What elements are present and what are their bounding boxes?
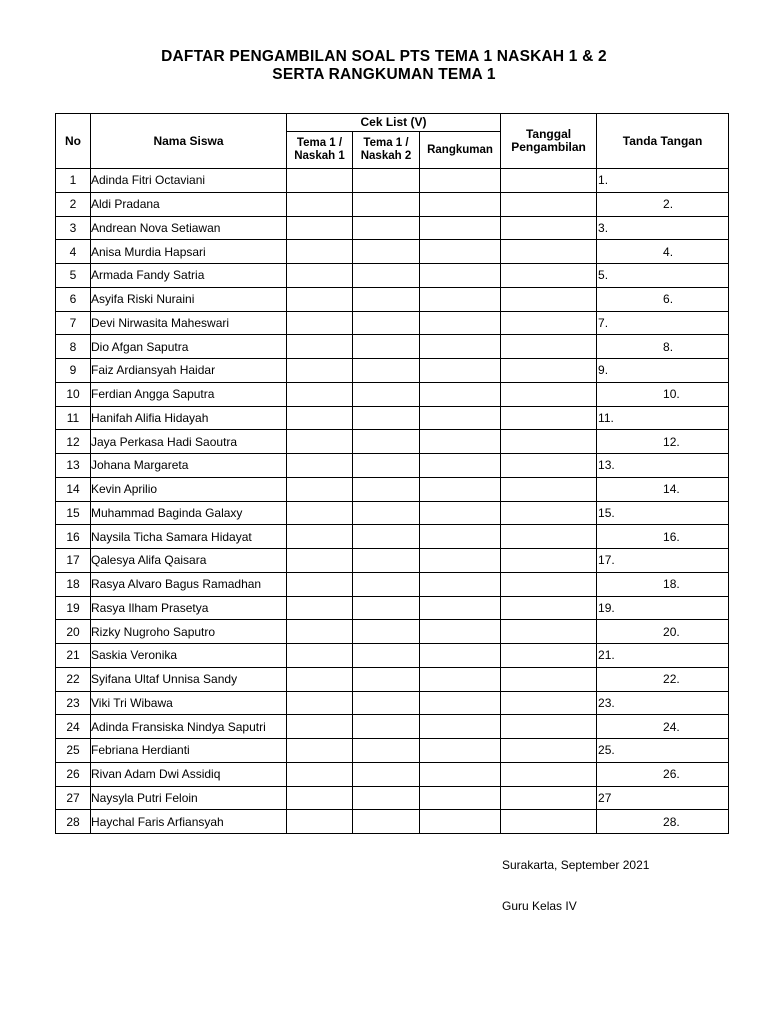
signature-number: 16. — [663, 529, 680, 544]
student-name: Adinda Fitri Octaviani — [91, 169, 287, 193]
student-name: Devi Nirwasita Maheswari — [91, 311, 287, 335]
check-tema1-naskah1-cell[interactable] — [287, 525, 353, 549]
check-tema1-naskah2-cell[interactable] — [353, 430, 420, 454]
check-tema1-naskah2-cell[interactable] — [353, 786, 420, 810]
check-tema1-naskah1-cell[interactable] — [287, 572, 353, 596]
student-name: Rivan Adam Dwi Assidiq — [91, 762, 287, 786]
signature-number: 22. — [663, 672, 680, 687]
check-tema1-naskah2-cell[interactable] — [353, 216, 420, 240]
check-tema1-naskah1-cell[interactable] — [287, 264, 353, 288]
column-header-name: Nama Siswa — [91, 114, 287, 169]
check-tema1-naskah2-cell[interactable] — [353, 667, 420, 691]
signature-number: 10. — [663, 387, 680, 402]
row-number: 19 — [56, 596, 91, 620]
student-name: Rasya Alvaro Bagus Ramadhan — [91, 572, 287, 596]
date-cell[interactable] — [501, 406, 597, 430]
check-tema1-naskah1-cell[interactable] — [287, 501, 353, 525]
table-row — [56, 311, 729, 335]
check-tema1-naskah1-cell[interactable] — [287, 667, 353, 691]
table-row — [56, 382, 729, 406]
column-header-tema1-naskah1: Tema 1 / Naskah 1 — [287, 132, 353, 169]
signature-cell[interactable] — [597, 739, 729, 763]
check-tema1-naskah2-cell[interactable] — [353, 691, 420, 715]
student-name: Qalesya Alifa Qaisara — [91, 549, 287, 573]
date-cell[interactable] — [501, 430, 597, 454]
check-rangkuman-cell[interactable] — [420, 572, 501, 596]
signature-cell[interactable] — [597, 596, 729, 620]
check-tema1-naskah1-cell[interactable] — [287, 596, 353, 620]
table-row — [56, 739, 729, 763]
table-row — [56, 335, 729, 359]
signature-number: 17. — [598, 553, 615, 568]
student-name: Naysila Ticha Samara Hidayat — [91, 525, 287, 549]
row-number: 3 — [56, 216, 91, 240]
date-cell[interactable] — [501, 477, 597, 501]
row-number: 11 — [56, 406, 91, 430]
check-rangkuman-cell[interactable] — [420, 762, 501, 786]
signature-number: 14. — [663, 482, 680, 497]
page-subtitle: SERTA RANGKUMAN TEMA 1 — [272, 66, 496, 83]
table-row — [56, 810, 729, 834]
signature-cell[interactable] — [597, 501, 729, 525]
student-name: Febriana Herdianti — [91, 739, 287, 763]
check-rangkuman-cell[interactable] — [420, 810, 501, 834]
check-tema1-naskah1-cell[interactable] — [287, 810, 353, 834]
signature-number: 27 — [598, 790, 612, 805]
student-name: Haychal Faris Arfiansyah — [91, 810, 287, 834]
check-rangkuman-cell[interactable] — [420, 240, 501, 264]
date-cell[interactable] — [501, 359, 597, 383]
check-tema1-naskah2-cell[interactable] — [353, 644, 420, 668]
check-tema1-naskah1-cell[interactable] — [287, 406, 353, 430]
date-cell[interactable] — [501, 620, 597, 644]
student-name: Asyifa Riski Nuraini — [91, 287, 287, 311]
student-name: Kevin Aprilio — [91, 477, 287, 501]
signature-cell[interactable] — [597, 311, 729, 335]
check-tema1-naskah2-cell[interactable] — [353, 572, 420, 596]
check-tema1-naskah2-cell[interactable] — [353, 406, 420, 430]
signature-cell[interactable] — [597, 359, 729, 383]
check-rangkuman-cell[interactable] — [420, 382, 501, 406]
signature-cell[interactable] — [597, 477, 729, 501]
check-tema1-naskah1-cell[interactable] — [287, 430, 353, 454]
signature-number: 15. — [598, 505, 615, 520]
check-tema1-naskah2-cell[interactable] — [353, 454, 420, 478]
check-tema1-naskah1-cell[interactable] — [287, 477, 353, 501]
signature-number: 19. — [598, 600, 615, 615]
check-tema1-naskah1-cell[interactable] — [287, 715, 353, 739]
check-tema1-naskah2-cell[interactable] — [353, 525, 420, 549]
date-cell[interactable] — [501, 335, 597, 359]
check-rangkuman-cell[interactable] — [420, 430, 501, 454]
check-rangkuman-cell[interactable] — [420, 644, 501, 668]
check-tema1-naskah2-cell[interactable] — [353, 192, 420, 216]
check-rangkuman-cell[interactable] — [420, 477, 501, 501]
check-rangkuman-cell[interactable] — [420, 667, 501, 691]
date-cell[interactable] — [501, 549, 597, 573]
signature-number: 9. — [598, 363, 609, 378]
table-row — [56, 359, 729, 383]
check-rangkuman-cell[interactable] — [420, 287, 501, 311]
check-tema1-naskah2-cell[interactable] — [353, 715, 420, 739]
student-name: Dio Afgan Saputra — [91, 335, 287, 359]
signature-cell[interactable] — [597, 192, 729, 216]
check-tema1-naskah1-cell[interactable] — [287, 644, 353, 668]
check-tema1-naskah2-cell[interactable] — [353, 549, 420, 573]
row-number: 18 — [56, 572, 91, 596]
student-name: Viki Tri Wibawa — [91, 691, 287, 715]
table-row — [56, 620, 729, 644]
check-tema1-naskah1-cell[interactable] — [287, 359, 353, 383]
table-row — [56, 430, 729, 454]
check-tema1-naskah2-cell[interactable] — [353, 501, 420, 525]
check-tema1-naskah2-cell[interactable] — [353, 240, 420, 264]
signature-cell[interactable] — [597, 454, 729, 478]
row-number: 26 — [56, 762, 91, 786]
row-number: 8 — [56, 335, 91, 359]
page-title: DAFTAR PENGAMBILAN SOAL PTS TEMA 1 NASKAH 1 & 2 — [161, 48, 607, 65]
date-cell[interactable] — [501, 240, 597, 264]
row-number: 4 — [56, 240, 91, 264]
table-row — [56, 216, 729, 240]
signature-number: 5. — [598, 268, 609, 283]
student-name: Anisa Murdia Hapsari — [91, 240, 287, 264]
signature-cell[interactable] — [597, 786, 729, 810]
row-number: 22 — [56, 667, 91, 691]
student-name: Rasya Ilham Prasetya — [91, 596, 287, 620]
student-name: Jaya Perkasa Hadi Saoutra — [91, 430, 287, 454]
student-name: Syifana Ultaf Unnisa Sandy — [91, 667, 287, 691]
table-row — [56, 596, 729, 620]
row-number: 1 — [56, 169, 91, 193]
signature-cell[interactable] — [597, 335, 729, 359]
signature-cell[interactable] — [597, 287, 729, 311]
check-tema1-naskah1-cell[interactable] — [287, 786, 353, 810]
row-number: 17 — [56, 549, 91, 573]
row-number: 16 — [56, 525, 91, 549]
row-number: 2 — [56, 192, 91, 216]
date-cell[interactable] — [501, 644, 597, 668]
signature-cell[interactable] — [597, 264, 729, 288]
table-row — [56, 786, 729, 810]
place-date: Surakarta, September 2021 — [502, 858, 650, 872]
signature-number: 12. — [663, 434, 680, 449]
table-row — [56, 287, 729, 311]
check-tema1-naskah1-cell[interactable] — [287, 454, 353, 478]
column-header-tema1-naskah2: Tema 1 / Naskah 2 — [353, 132, 420, 169]
check-tema1-naskah1-cell[interactable] — [287, 240, 353, 264]
row-number: 15 — [56, 501, 91, 525]
signature-number: 7. — [598, 315, 609, 330]
date-cell[interactable] — [501, 572, 597, 596]
table-row — [56, 264, 729, 288]
signature-cell[interactable] — [597, 572, 729, 596]
check-tema1-naskah2-cell[interactable] — [353, 810, 420, 834]
check-rangkuman-cell[interactable] — [420, 406, 501, 430]
date-cell[interactable] — [501, 691, 597, 715]
table-row — [56, 406, 729, 430]
column-header-checklist: Cek List (V) — [287, 114, 501, 132]
check-rangkuman-cell[interactable] — [420, 596, 501, 620]
student-name: Faiz Ardiansyah Haidar — [91, 359, 287, 383]
column-header-rangkuman: Rangkuman — [420, 132, 501, 169]
check-tema1-naskah1-cell[interactable] — [287, 739, 353, 763]
row-number: 14 — [56, 477, 91, 501]
date-cell[interactable] — [501, 454, 597, 478]
check-tema1-naskah1-cell[interactable] — [287, 549, 353, 573]
check-tema1-naskah1-cell[interactable] — [287, 382, 353, 406]
check-tema1-naskah1-cell[interactable] — [287, 335, 353, 359]
signature-cell[interactable] — [597, 715, 729, 739]
signature-number: 18. — [663, 577, 680, 592]
signature-number: 3. — [598, 220, 609, 235]
date-cell[interactable] — [501, 739, 597, 763]
student-name: Armada Fandy Satria — [91, 264, 287, 288]
date-cell[interactable] — [501, 786, 597, 810]
check-tema1-naskah2-cell[interactable] — [353, 169, 420, 193]
date-cell[interactable] — [501, 287, 597, 311]
student-name: Ferdian Angga Saputra — [91, 382, 287, 406]
student-name: Rizky Nugroho Saputro — [91, 620, 287, 644]
student-name: Aldi Pradana — [91, 192, 287, 216]
row-number: 28 — [56, 810, 91, 834]
check-tema1-naskah2-cell[interactable] — [353, 264, 420, 288]
signature-cell[interactable] — [597, 762, 729, 786]
column-header-signature: Tanda Tangan — [597, 114, 729, 169]
row-number: 12 — [56, 430, 91, 454]
column-header-no: No — [56, 114, 91, 169]
check-rangkuman-cell[interactable] — [420, 169, 501, 193]
check-rangkuman-cell[interactable] — [420, 216, 501, 240]
table-row — [56, 454, 729, 478]
signature-number: 26. — [663, 767, 680, 782]
signature-cell[interactable] — [597, 644, 729, 668]
row-number: 7 — [56, 311, 91, 335]
row-number: 27 — [56, 786, 91, 810]
student-name: Naysyla Putri Feloin — [91, 786, 287, 810]
table-row — [56, 192, 729, 216]
signature-number: 11. — [598, 410, 614, 425]
date-cell[interactable] — [501, 311, 597, 335]
check-rangkuman-cell[interactable] — [420, 739, 501, 763]
table-row — [56, 549, 729, 573]
signature-number: 8. — [663, 339, 674, 354]
check-rangkuman-cell[interactable] — [420, 264, 501, 288]
table-row — [56, 240, 729, 264]
check-tema1-naskah2-cell[interactable] — [353, 762, 420, 786]
row-number: 25 — [56, 739, 91, 763]
check-tema1-naskah2-cell[interactable] — [353, 739, 420, 763]
signature-number: 25. — [598, 743, 615, 758]
date-cell[interactable] — [501, 715, 597, 739]
date-cell[interactable] — [501, 762, 597, 786]
check-rangkuman-cell[interactable] — [420, 549, 501, 573]
date-cell[interactable] — [501, 501, 597, 525]
check-tema1-naskah1-cell[interactable] — [287, 311, 353, 335]
signature-number: 1. — [598, 173, 609, 188]
row-number: 13 — [56, 454, 91, 478]
check-rangkuman-cell[interactable] — [420, 691, 501, 715]
date-cell[interactable] — [501, 525, 597, 549]
signature-number: 6. — [663, 292, 674, 307]
student-name: Hanifah Alifia Hidayah — [91, 406, 287, 430]
signature-number: 24. — [663, 719, 680, 734]
table-row — [56, 762, 729, 786]
check-tema1-naskah1-cell[interactable] — [287, 620, 353, 644]
check-tema1-naskah1-cell[interactable] — [287, 169, 353, 193]
check-rangkuman-cell[interactable] — [420, 359, 501, 383]
student-name: Saskia Veronika — [91, 644, 287, 668]
table-row — [56, 477, 729, 501]
row-number: 20 — [56, 620, 91, 644]
signature-cell[interactable] — [597, 810, 729, 834]
signature-number: 21. — [598, 648, 615, 663]
student-name: Adinda Fransiska Nindya Saputri — [91, 715, 287, 739]
student-name: Andrean Nova Setiawan — [91, 216, 287, 240]
check-tema1-naskah2-cell[interactable] — [353, 287, 420, 311]
check-rangkuman-cell[interactable] — [420, 454, 501, 478]
signature-number: 13. — [598, 458, 615, 473]
check-rangkuman-cell[interactable] — [420, 715, 501, 739]
check-tema1-naskah2-cell[interactable] — [353, 335, 420, 359]
signature-cell[interactable] — [597, 406, 729, 430]
check-rangkuman-cell[interactable] — [420, 786, 501, 810]
attendance-table — [55, 113, 729, 834]
teacher-label: Guru Kelas IV — [502, 899, 577, 913]
row-number: 23 — [56, 691, 91, 715]
date-cell[interactable] — [501, 810, 597, 834]
check-tema1-naskah2-cell[interactable] — [353, 382, 420, 406]
column-header-date: Tanggal Pengambilan — [501, 114, 597, 169]
signature-cell[interactable] — [597, 691, 729, 715]
table-row — [56, 691, 729, 715]
check-tema1-naskah2-cell[interactable] — [353, 311, 420, 335]
signature-number: 4. — [663, 244, 674, 259]
check-rangkuman-cell[interactable] — [420, 620, 501, 644]
check-tema1-naskah1-cell[interactable] — [287, 192, 353, 216]
table-row — [56, 572, 729, 596]
check-tema1-naskah1-cell[interactable] — [287, 216, 353, 240]
signature-cell[interactable] — [597, 620, 729, 644]
date-cell[interactable] — [501, 382, 597, 406]
row-number: 9 — [56, 359, 91, 383]
student-name: Muhammad Baginda Galaxy — [91, 501, 287, 525]
signature-cell[interactable] — [597, 169, 729, 193]
signature-cell[interactable] — [597, 382, 729, 406]
check-tema1-naskah2-cell[interactable] — [353, 620, 420, 644]
date-cell[interactable] — [501, 264, 597, 288]
check-rangkuman-cell[interactable] — [420, 335, 501, 359]
date-cell[interactable] — [501, 667, 597, 691]
signature-number: 23. — [598, 695, 615, 710]
row-number: 6 — [56, 287, 91, 311]
signature-cell[interactable] — [597, 525, 729, 549]
signature-cell[interactable] — [597, 549, 729, 573]
signature-number: 2. — [663, 197, 674, 212]
date-cell[interactable] — [501, 169, 597, 193]
check-rangkuman-cell[interactable] — [420, 311, 501, 335]
signature-cell[interactable] — [597, 430, 729, 454]
date-cell[interactable] — [501, 596, 597, 620]
check-tema1-naskah2-cell[interactable] — [353, 596, 420, 620]
table-row — [56, 667, 729, 691]
date-cell[interactable] — [501, 216, 597, 240]
check-rangkuman-cell[interactable] — [420, 525, 501, 549]
table-row — [56, 715, 729, 739]
check-rangkuman-cell[interactable] — [420, 192, 501, 216]
check-tema1-naskah2-cell[interactable] — [353, 359, 420, 383]
table-row — [56, 169, 729, 193]
date-cell[interactable] — [501, 192, 597, 216]
signature-number: 28. — [663, 814, 680, 829]
check-tema1-naskah1-cell[interactable] — [287, 762, 353, 786]
check-rangkuman-cell[interactable] — [420, 501, 501, 525]
row-number: 21 — [56, 644, 91, 668]
check-tema1-naskah2-cell[interactable] — [353, 477, 420, 501]
row-number: 5 — [56, 264, 91, 288]
check-tema1-naskah1-cell[interactable] — [287, 287, 353, 311]
signature-cell[interactable] — [597, 216, 729, 240]
row-number: 10 — [56, 382, 91, 406]
check-tema1-naskah1-cell[interactable] — [287, 691, 353, 715]
row-number: 24 — [56, 715, 91, 739]
signature-cell[interactable] — [597, 667, 729, 691]
student-name: Johana Margareta — [91, 454, 287, 478]
signature-number: 20. — [663, 624, 680, 639]
table-row — [56, 525, 729, 549]
table-row — [56, 501, 729, 525]
signature-cell[interactable] — [597, 240, 729, 264]
table-row — [56, 644, 729, 668]
